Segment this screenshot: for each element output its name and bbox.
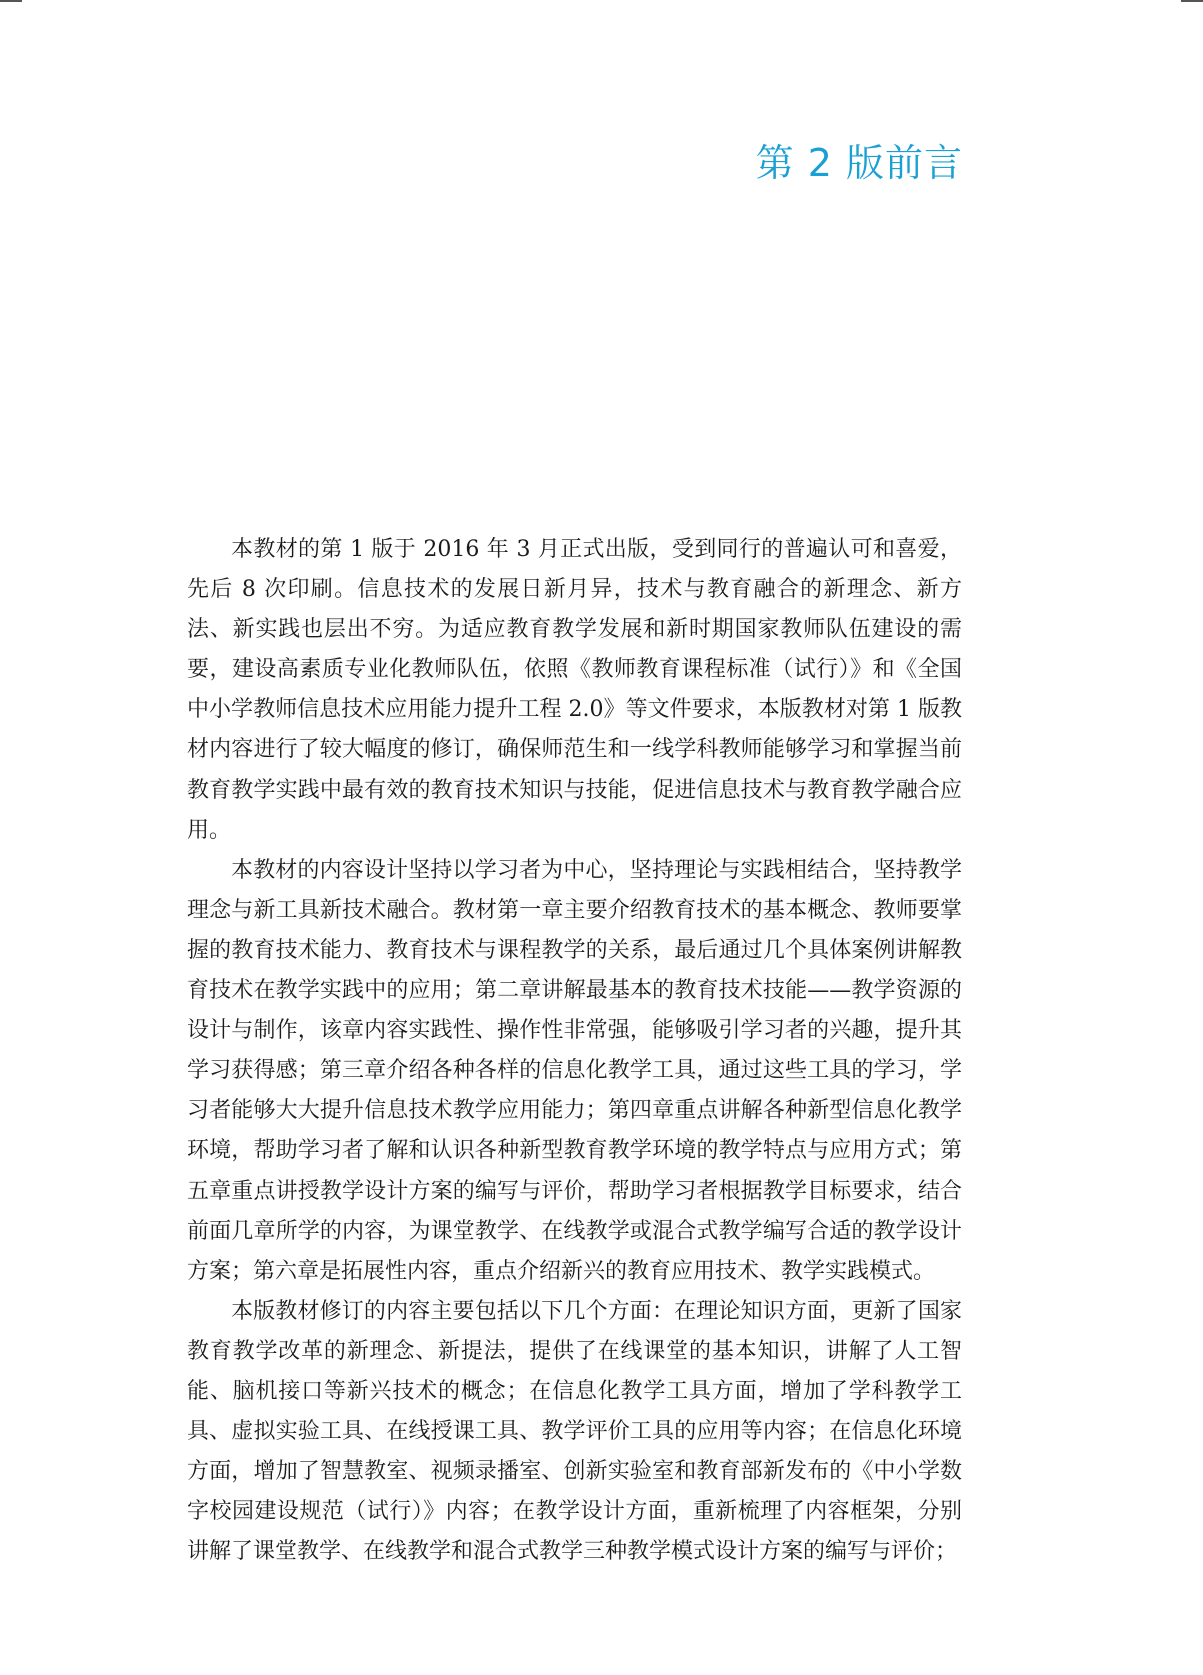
paragraph-1: 本教材的第 1 版于 2016 年 3 月正式出版，受到同行的普遍认可和喜爱，先后 8 次印刷。信息技术的发展日新月异，技术与教育融合的新理念、新方法、新实践也层出不穷。为适应教育教学发展和新时期国家教师队伍建设的需要，建设高素质专业化教师队伍，依照《教师教育课程标准（试行）》和《全国中小学教师信息技术应用能力提升工程 2.0》等文件要求，本版教材对第 1 版教材内容进行了较大幅度的修订，确保师范生和一线学科教师能够学习和掌握当前教育教学实践中最有效的教育技术知识与技能，促进信息技术与教育教学融合应用。 — [187, 537, 962, 843]
paragraph-3: 本版教材修订的内容主要包括以下几个方面：在理论知识方面，更新了国家教育教学改革的新理念、新提法，提供了在线课堂的基本知识，讲解了人工智能、脑机接口等新兴技术的概念；在信息化教学工具方面，增加了学科教学工具、虚拟实验工具、在线授课工具、教学评价工具的应用等内容；在信息化环境方面，增加了智慧教室、视频录播室、创新实验室和教育部新发布的《中小学数字校园建设规范（试行）》内容；在教学设计方面，重新梳理了内容框架，分别讲解了课堂教学、在线教学和混合式教学三种教学模式设计方案的编写与评价； — [187, 1298, 962, 1565]
crop-mark-right — [1181, 0, 1203, 2]
page-title: 第 2 版前言 — [755, 141, 963, 185]
body-text — [187, 530, 962, 1572]
crop-mark-left — [0, 0, 22, 2]
paragraph-2: 本教材的内容设计坚持以学习者为中心，坚持理论与实践相结合，坚持教学理念与新工具新技术融合。教材第一章主要介绍教育技术的基本概念、教师要掌握的教育技术能力、教育技术与课程教学的关系，最后通过几个具体案例讲解教育技术在教学实践中的应用；第二章讲解最基本的教育技术技能——教学资源的设计与制作，该章内容实践性、操作性非常强，能够吸引学习者的兴趣，提升其学习获得感；第三章介绍各种各样的信息化教学工具，通过这些工具的学习，学习者能够大大提升信息技术教学应用能力；第四章重点讲解各种新型信息化教学环境，帮助学习者了解和认识各种新型教育教学环境的教学特点与应用方式；第五章重点讲授教学设计方案的编写与评价，帮助学习者根据教学目标要求，结合前面几章所学的内容，为课堂教学、在线教学或混合式教学编写合适的教学设计方案；第六章是拓展性内容，重点介绍新兴的教育应用技术、教学实践模式。 — [187, 857, 962, 1284]
